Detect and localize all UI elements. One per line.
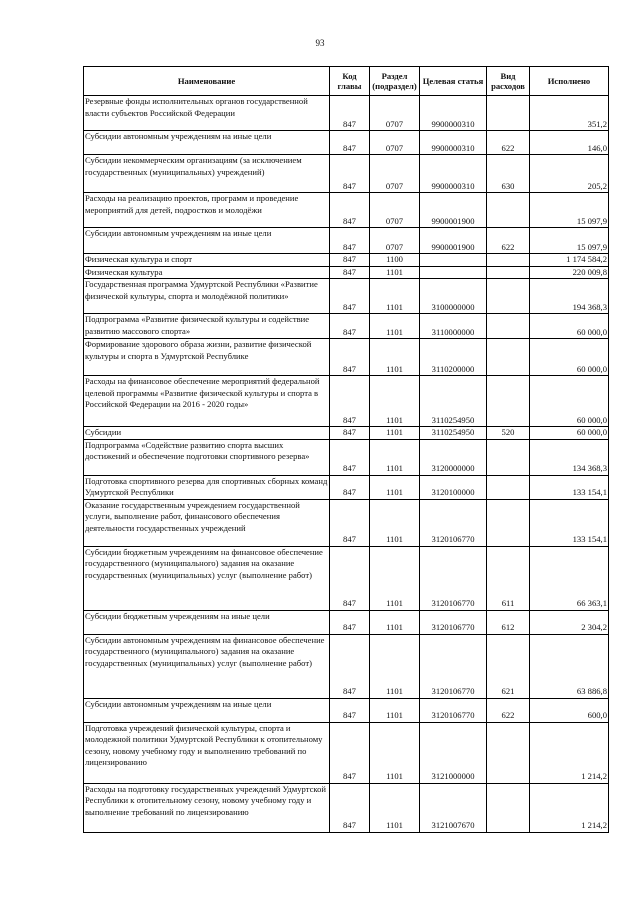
cell-target: 9900001900 — [420, 193, 487, 228]
cell-executed: 63 886,8 — [530, 634, 609, 698]
cell-code: 847 — [330, 228, 370, 254]
cell-name: Субсидии автономным учреждениям на финансовое обеспечение государственного (муниципального) задания на оказание государственных (муниципальных) услуг (выполнение работ) — [84, 634, 330, 698]
cell-target: 3120106770 — [420, 546, 487, 610]
cell-section: 0707 — [370, 228, 420, 254]
cell-section: 0707 — [370, 131, 420, 155]
cell-code: 847 — [330, 279, 370, 314]
table-row — [84, 783, 609, 832]
cell-code: 847 — [330, 131, 370, 155]
header-code: Код главы — [330, 67, 370, 96]
cell-section: 1101 — [370, 546, 420, 610]
cell-target: 9900000310 — [420, 96, 487, 131]
cell-name: Субсидии бюджетным учреждениям на финансовое обеспечение государственного (муниципального) задания на оказание государственных (муниципальных) услуг (выполнение работ) — [84, 546, 330, 610]
cell-executed: 134 368,3 — [530, 439, 609, 475]
cell-section: 1101 — [370, 722, 420, 783]
table-row — [84, 475, 609, 499]
cell-section: 1100 — [370, 254, 420, 267]
cell-name: Субсидии автономным учреждениям на иные цели — [84, 131, 330, 155]
cell-type: 630 — [487, 155, 530, 193]
cell-target: 3110254950 — [420, 427, 487, 440]
cell-code: 847 — [330, 439, 370, 475]
cell-executed: 133 154,1 — [530, 499, 609, 546]
cell-executed: 60 000,0 — [530, 314, 609, 339]
header-type: Вид расходов — [487, 67, 530, 96]
cell-type: 611 — [487, 546, 530, 610]
cell-executed: 60 000,0 — [530, 427, 609, 440]
table-row — [84, 376, 609, 427]
cell-name: Резервные фонды исполнительных органов государственной власти субъектов Российской Федерации — [84, 96, 330, 131]
table-row — [84, 314, 609, 339]
cell-section: 1101 — [370, 475, 420, 499]
table-row — [84, 722, 609, 783]
cell-name: Подготовка спортивного резерва для спортивных сборных команд Удмуртской Республики — [84, 475, 330, 499]
cell-name: Субсидии бюджетным учреждениям на иные цели — [84, 610, 330, 634]
cell-code: 847 — [330, 339, 370, 376]
cell-name: Государственная программа Удмуртской Республики «Развитие физической культуры, спорта и молодёжной политики» — [84, 279, 330, 314]
cell-executed: 60 000,0 — [530, 376, 609, 427]
cell-type — [487, 339, 530, 376]
cell-section: 1101 — [370, 376, 420, 427]
cell-target: 3120106770 — [420, 499, 487, 546]
header-target: Целевая статья — [420, 67, 487, 96]
cell-section: 1101 — [370, 279, 420, 314]
cell-code: 847 — [330, 266, 370, 279]
cell-type — [487, 722, 530, 783]
cell-name: Субсидии — [84, 427, 330, 440]
cell-type: 622 — [487, 698, 530, 722]
cell-type: 621 — [487, 634, 530, 698]
cell-type — [487, 254, 530, 267]
cell-target: 3110000000 — [420, 314, 487, 339]
cell-target: 3121000000 — [420, 722, 487, 783]
cell-target — [420, 254, 487, 267]
cell-code: 847 — [330, 634, 370, 698]
cell-executed: 220 009,8 — [530, 266, 609, 279]
cell-section: 0707 — [370, 96, 420, 131]
cell-section: 1101 — [370, 266, 420, 279]
cell-code: 847 — [330, 698, 370, 722]
cell-type — [487, 314, 530, 339]
table-row — [84, 228, 609, 254]
table-row — [84, 339, 609, 376]
budget-table — [83, 66, 609, 833]
cell-code: 847 — [330, 783, 370, 832]
cell-code: 847 — [330, 376, 370, 427]
table-row — [84, 610, 609, 634]
cell-type — [487, 439, 530, 475]
table-row — [84, 499, 609, 546]
table-row — [84, 279, 609, 314]
cell-name: Субсидии автономным учреждениям на иные цели — [84, 228, 330, 254]
cell-section: 0707 — [370, 155, 420, 193]
table-row — [84, 698, 609, 722]
table-row — [84, 427, 609, 440]
cell-section: 1101 — [370, 783, 420, 832]
cell-executed: 2 304,2 — [530, 610, 609, 634]
cell-code: 847 — [330, 314, 370, 339]
cell-section: 1101 — [370, 314, 420, 339]
table-row — [84, 96, 609, 131]
cell-type: 520 — [487, 427, 530, 440]
cell-type: 622 — [487, 131, 530, 155]
cell-executed: 1 174 584,2 — [530, 254, 609, 267]
cell-type — [487, 475, 530, 499]
cell-target: 9900000310 — [420, 131, 487, 155]
cell-target: 3120106770 — [420, 610, 487, 634]
cell-name: Субсидии автономным учреждениям на иные цели — [84, 698, 330, 722]
cell-name: Субсидии некоммерческим организациям (за исключением государственных (муниципальных) учреждений) — [84, 155, 330, 193]
cell-section: 1101 — [370, 499, 420, 546]
header-name: Наименование — [84, 67, 330, 96]
table-header-row — [84, 67, 609, 96]
cell-target — [420, 266, 487, 279]
header-section: Раздел (подраздел) — [370, 67, 420, 96]
cell-target: 3100000000 — [420, 279, 487, 314]
table-row — [84, 266, 609, 279]
cell-executed: 194 368,3 — [530, 279, 609, 314]
table-row — [84, 254, 609, 267]
cell-code: 847 — [330, 427, 370, 440]
header-executed: Исполнено — [530, 67, 609, 96]
table-row — [84, 634, 609, 698]
cell-name: Оказание государственным учреждением государственной услуги, выполнение работ, финансового обеспечения деятельности государственных учреждений — [84, 499, 330, 546]
cell-executed: 600,0 — [530, 698, 609, 722]
cell-code: 847 — [330, 155, 370, 193]
cell-name: Расходы на реализацию проектов, программ и проведение мероприятий для детей, подростков и молодёжи — [84, 193, 330, 228]
cell-type — [487, 193, 530, 228]
cell-section: 0707 — [370, 193, 420, 228]
cell-type: 622 — [487, 228, 530, 254]
cell-section: 1101 — [370, 634, 420, 698]
cell-code: 847 — [330, 96, 370, 131]
cell-target: 9900000310 — [420, 155, 487, 193]
cell-executed: 15 097,9 — [530, 193, 609, 228]
cell-section: 1101 — [370, 439, 420, 475]
cell-executed: 15 097,9 — [530, 228, 609, 254]
cell-type — [487, 783, 530, 832]
table-row — [84, 131, 609, 155]
cell-executed: 60 000,0 — [530, 339, 609, 376]
cell-name: Расходы на финансовое обеспечение мероприятий федеральной целевой программы «Развитие физической культуры и спорта в Российской Федерации на 2016 - 2020 годы» — [84, 376, 330, 427]
table-row — [84, 155, 609, 193]
cell-type — [487, 266, 530, 279]
cell-code: 847 — [330, 475, 370, 499]
cell-type — [487, 279, 530, 314]
cell-executed: 205,2 — [530, 155, 609, 193]
cell-name: Подпрограмма «Развитие физической культуры и содействие развитию массового спорта» — [84, 314, 330, 339]
cell-section: 1101 — [370, 427, 420, 440]
cell-name: Формирование здорового образа жизни, развитие физической культуры и спорта в Удмуртской Республике — [84, 339, 330, 376]
cell-target: 3120100000 — [420, 475, 487, 499]
cell-type: 612 — [487, 610, 530, 634]
cell-code: 847 — [330, 499, 370, 546]
cell-target: 3120106770 — [420, 698, 487, 722]
cell-code: 847 — [330, 193, 370, 228]
cell-target: 9900001900 — [420, 228, 487, 254]
cell-executed: 133 154,1 — [530, 475, 609, 499]
cell-executed: 1 214,2 — [530, 722, 609, 783]
cell-target: 3110200000 — [420, 339, 487, 376]
cell-name: Подпрограмма «Содействие развитию спорта высших достижений и обеспечение подготовки спортивного резерва» — [84, 439, 330, 475]
cell-name: Физическая культура — [84, 266, 330, 279]
cell-code: 847 — [330, 610, 370, 634]
cell-executed: 1 214,2 — [530, 783, 609, 832]
cell-section: 1101 — [370, 610, 420, 634]
cell-target: 3120000000 — [420, 439, 487, 475]
cell-type — [487, 96, 530, 131]
cell-name: Подготовка учреждений физической культуры, спорта и молодежной политики Удмуртской Республики к отопительному сезону, новому учебному году и выполнению требований по лицензированию — [84, 722, 330, 783]
cell-target: 3120106770 — [420, 634, 487, 698]
cell-name: Физическая культура и спорт — [84, 254, 330, 267]
cell-code: 847 — [330, 722, 370, 783]
cell-code: 847 — [330, 254, 370, 267]
cell-section: 1101 — [370, 698, 420, 722]
cell-executed: 351,2 — [530, 96, 609, 131]
cell-target: 3121007670 — [420, 783, 487, 832]
table-row — [84, 439, 609, 475]
cell-target: 3110254950 — [420, 376, 487, 427]
table-row — [84, 193, 609, 228]
page-number: 93 — [315, 38, 325, 48]
cell-type — [487, 376, 530, 427]
cell-section: 1101 — [370, 339, 420, 376]
table-row — [84, 546, 609, 610]
cell-executed: 66 363,1 — [530, 546, 609, 610]
cell-name: Расходы на подготовку государственных учреждений Удмуртской Республики к отопительному сезону, новому учебному году и выполнение требований по лицензированию — [84, 783, 330, 832]
cell-code: 847 — [330, 546, 370, 610]
cell-executed: 146,0 — [530, 131, 609, 155]
cell-type — [487, 499, 530, 546]
